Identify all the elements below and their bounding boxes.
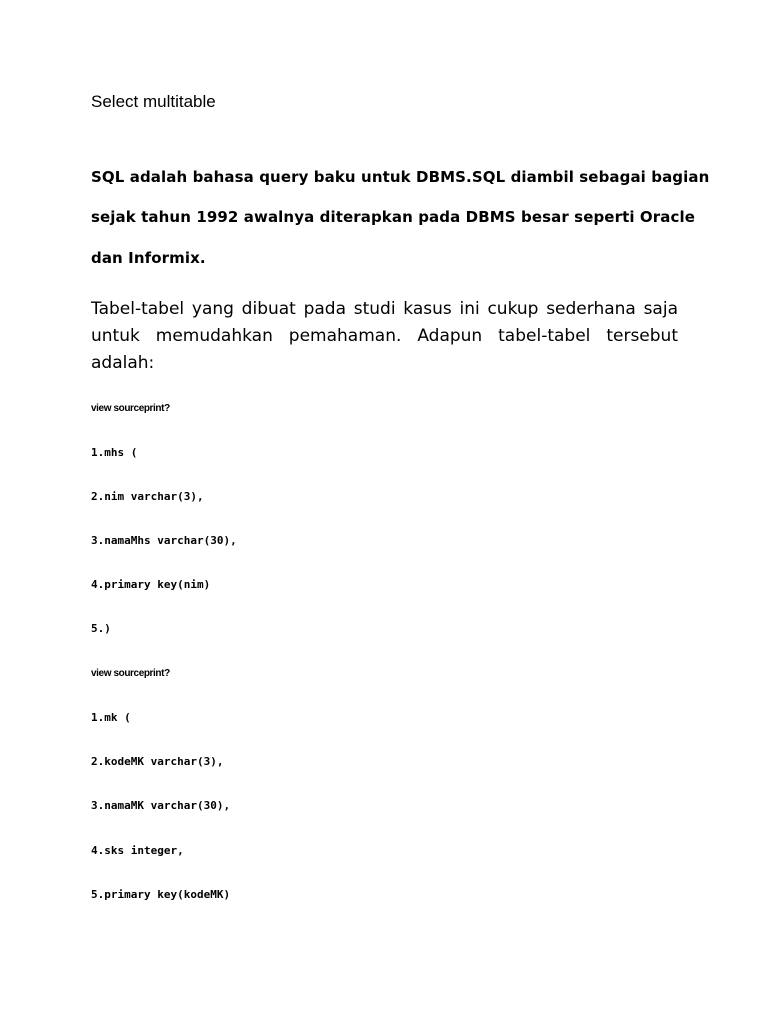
view-source-link[interactable]: view sourceprint? xyxy=(91,403,170,414)
code-line: 1.mhs ( xyxy=(91,446,138,459)
code-line: 1.mk ( xyxy=(91,711,131,724)
paragraph-line-1: Tabel-tabel yang dibuat pada studi kasus ini cukup sederhana saja xyxy=(91,299,678,319)
intro-line-1: SQL adalah bahasa query baku untuk DBMS.SQL diambil sebagai bagian xyxy=(91,168,710,186)
intro-line-3: dan Informix. xyxy=(91,249,206,267)
code-line: 3.namaMhs varchar(30), xyxy=(91,534,237,547)
view-source-link[interactable]: view sourceprint? xyxy=(91,668,170,679)
document-title: Select multitable xyxy=(91,92,216,111)
code-line: 5.) xyxy=(91,622,111,635)
paragraph-line-3: adalah: xyxy=(91,353,155,373)
code-line: 4.primary key(nim) xyxy=(91,578,211,591)
code-line: 2.kodeMK varchar(3), xyxy=(91,755,224,768)
intro-line-2: sejak tahun 1992 awalnya diterapkan pada DBMS besar seperti Oracle xyxy=(91,208,695,226)
paragraph-line-2: untuk memudahkan pemahaman. Adapun tabel-tabel tersebut xyxy=(91,326,678,346)
body-paragraph xyxy=(91,296,678,377)
code-line: 2.nim varchar(3), xyxy=(91,490,204,503)
code-line: 5.primary key(kodeMK) xyxy=(91,888,231,901)
code-line: 3.namaMK varchar(30), xyxy=(91,799,231,812)
code-line: 4.sks integer, xyxy=(91,844,184,857)
